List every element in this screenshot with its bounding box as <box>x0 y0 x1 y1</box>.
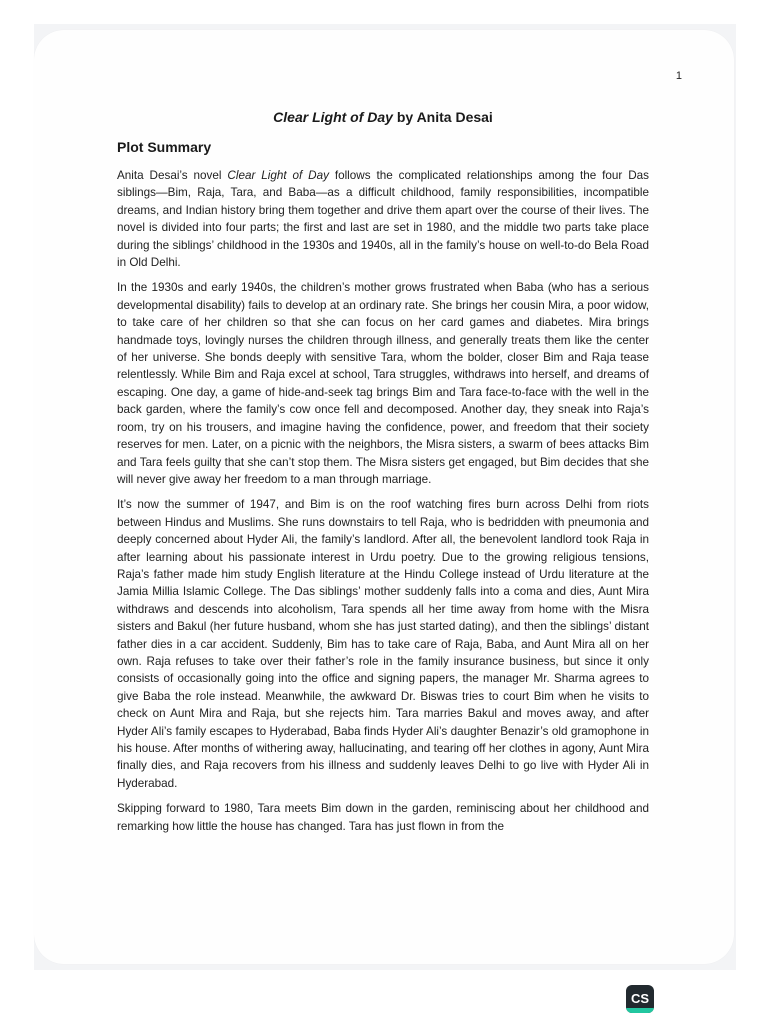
paragraph-1: Anita Desai’s novel Clear Light of Day follows the complicated relationships among the four Das siblings—Bim, Raja, Tara, and Baba—as a difficult childhood, family responsibilities, incompatible dreams, and Indian history bring them together and drive them apart over the course of their lives. The novel is divided into four parts; the first and last are set in 1980, and the middle two parts take place during the siblings’ childhood in the 1930s and 1940s, all in the family’s house on well-to-do Bela Road in Old Delhi. <box>117 169 649 270</box>
page-number: 1 <box>675 70 682 82</box>
inline-book-title: Clear Light of Day <box>227 169 329 182</box>
cs-logo-label: CS <box>630 990 650 1006</box>
paragraph-2: In the 1930s and early 1940s, the children’s mother grows frustrated when Baba (who has a serious developmental disability) fails to develop at an ordinary rate. She brings her cousin Mira, a poor widow, to take care of her children so that she can focus on her card games and diabetes. Mira brings handmade toys, lovingly nurses the children through illness, and generally treats them like the center of her universe. She bonds deeply with sensitive Tara, whom the bolder, closer Bim and Raja tease relentlessly. While Bim and Raja excel at school, Tara struggles, withdraws into herself, and dreams of escaping. One day, a game of hide-and-seek tag brings Bim and Tara face-to-face with the well in the back garden, where the family’s cow once fell and decomposed. Another day, they sneak into Raja’s room, try on his trousers, and imagine having the confidence, power, and freedom that their society reserves for men. Later, on a picnic with the neighbors, the Misra sisters, a swarm of bees attacks Bim and Tara feels guilty that she can’t stop them. The Misra sisters get engaged, but Bim decides that she will never give away her freedom to a man through marriage. <box>117 281 649 486</box>
cs-logo-button[interactable] <box>626 985 654 1013</box>
document-body <box>117 167 649 843</box>
author-byline: by Anita Desai <box>392 109 493 125</box>
book-title: Clear Light of Day <box>273 109 393 125</box>
section-heading: Plot Summary <box>117 139 212 155</box>
paragraph-4: Skipping forward to 1980, Tara meets Bim down in the garden, reminiscing about her childhood and remarking how little the house has changed. Tara has just flown in from the <box>117 802 649 833</box>
paragraph-3: It’s now the summer of 1947, and Bim is on the roof watching fires burn across Delhi from riots between Hindus and Muslims. She runs downstairs to tell Raja, who is bedridden with pneumonia and deeply concerned about Hyder Ali, the family’s landlord. After all, the benevolent landlord took Raja in after learning about his passionate interest in Urdu poetry. Due to the growing religious tensions, Raja’s father made him study English literature at the Hindu College instead of Urdu literature at the Jamia Millia Islamic College. The Das siblings’ mother suddenly falls into a coma and dies, Aunt Mira withdraws and descends into alcoholism, Tara spends all her time away from home with the Misra sisters and Bakul (her future husband, whom she has just started dating), and then the siblings’ distant father dies in a car accident. Suddenly, Bim has to take care of Raja, Baba, and Aunt Mira all on her own. Raja refuses to take over their father’s role in the family insurance business, but since it only consists of occasionally going into the office and signing papers, the manager Mr. Sharma agrees to give Baba the role instead. Meanwhile, the awkward Dr. Biswas tries to court Bim when he visits to check on Aunt Mira and Raja, but she rejects him. Tara marries Bakul and moves away, and after Hyder Ali’s family escapes to Hyderabad, Baba finds Hyder Ali’s daughter Benazir’s old gramophone in his house. After months of withering away, hallucinating, and tearing off her clothes in agony, Aunt Mira finally dies, and Raja recovers from his illness and suddenly leaves Delhi to go live with Hyder Ali in Hyderabad. <box>117 498 649 790</box>
document-title <box>117 109 649 125</box>
